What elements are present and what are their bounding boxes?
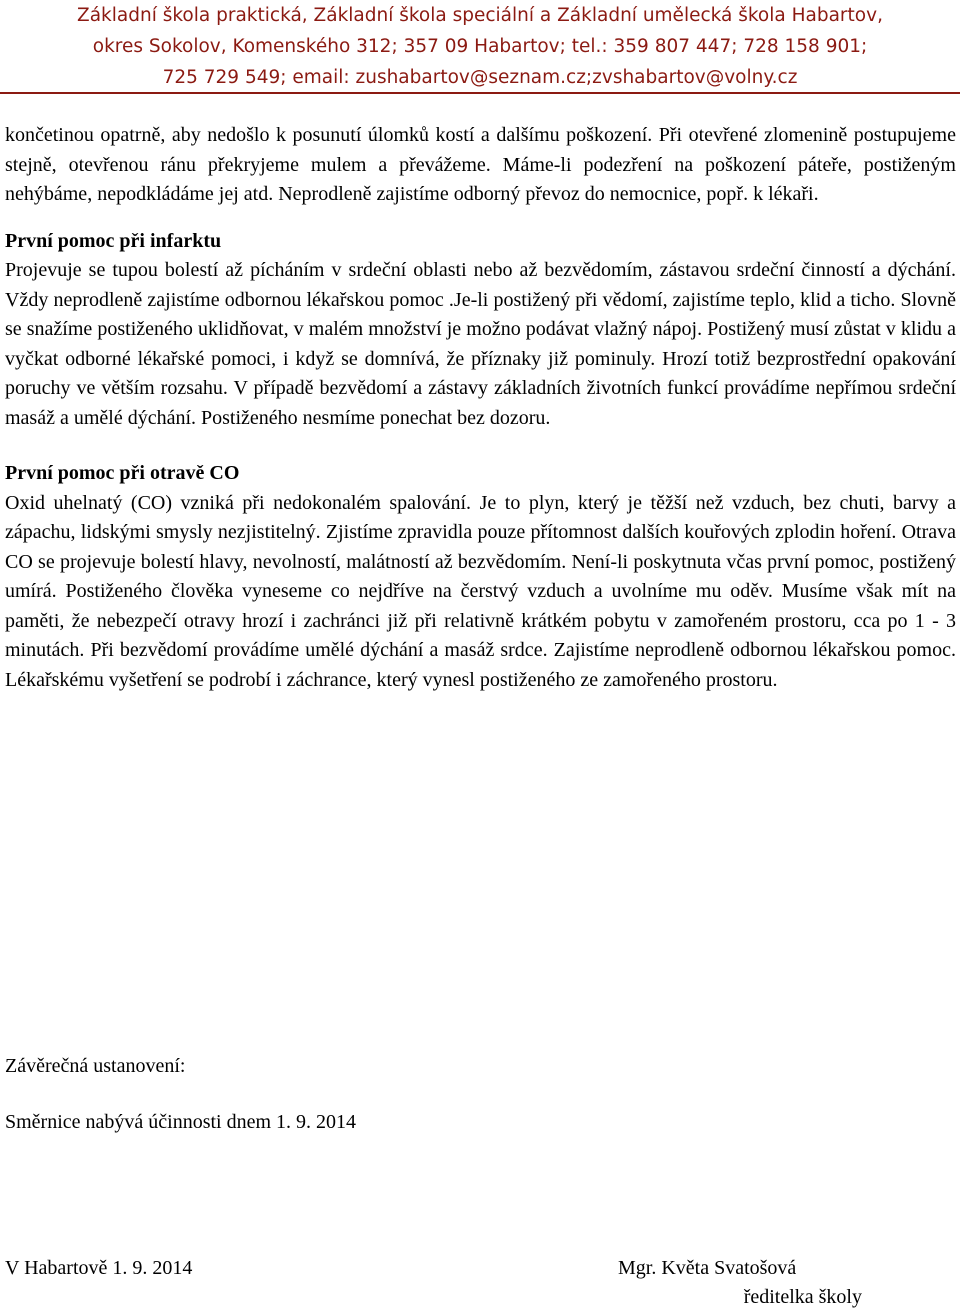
spacer (5, 433, 956, 459)
signatory-name: Mgr. Květa Svatošová (618, 1257, 797, 1279)
letterhead-line-address: okres Sokolov, Komenského 312; 357 09 Habartov; tel.: 359 807 447; 728 158 901; (92, 36, 868, 57)
infarct-heading: První pomoc při infarktu (5, 229, 222, 252)
spacer (5, 210, 956, 227)
infarct-paragraph: Projevuje se tupou bolestí až pícháním v srdeční oblasti nebo až bezvědomím, zástavou srdeční činností a dýchání. Vždy neprodleně zajistíme odbornou lékařskou pomoc .Je-li postižený při vědomí, zajistíme teplo, klid a ticho. Slovně se snažíme postiženého uklidňovat, v malém množství je možno podávat vlažný nápoj. Postižený musí zůstat v klidu a vyčkat odborné lékařské pomoci, i když se domnívá, že příznaky již pominuly. Hrozí totiž bezprostřední opakování poruchy ve větším rozsahu. V případě bezvědomí a zástavy základních životních funkcí provádíme nepřímou srdeční masáž a umělé dýchání. Postiženého nesmíme ponechat bez dozoru. (5, 259, 956, 429)
letterhead-divider (0, 92, 960, 94)
signature-block (618, 1254, 862, 1312)
document-body (5, 121, 956, 695)
letterhead (0, 0, 960, 94)
signatory-role: ředitelka školy (743, 1286, 862, 1308)
effective-date-note: Směrnice nabývá účinnosti dnem 1. 9. 2014 (5, 1111, 357, 1133)
fracture-continuation-paragraph: končetinou opatrně, aby nedošlo k posunutí úlomků kostí a dalšímu poškození. Při otevřené zlomenině postupujeme stejně, otevřenou ránu překryjeme mulem a převážeme. Máme-li podezření na poškození páteře, postiženým nehýbáme, nepodkládáme jej atd. Neprodleně zajistíme odborný převoz do nemocnice, popř. k lékaři. (5, 124, 956, 205)
co-poisoning-heading: První pomoc při otravě CO (5, 462, 240, 484)
closing-provisions-label: Závěrečná ustanovení: (5, 1055, 186, 1077)
letterhead-line-contact: 725 729 549; email: zushabartov@seznam.cz;zvshabartov@volny.cz (162, 67, 798, 88)
place-and-date: V Habartově 1. 9. 2014 (5, 1257, 193, 1279)
letterhead-line-school: Základní škola praktická, Základní škola speciální a Základní umělecká škola Habartov, (77, 5, 883, 26)
co-poisoning-paragraph: Oxid uhelnatý (CO) vzniká při nedokonalém spalování. Je to plyn, který je těžší než vzduch, bez chuti, barvy a zápachu, lidskými smysly nezjistitelný. Zjistíme zpravidla pouze přítomnost dalších kouřových zplodin hoření. Otrava CO se projevuje bolestí hlavy, nevolností, malátností až bezvědomím. Není-li poskytnuta včas první pomoc, postižený umírá. Postiženého člověka vyneseme co nejdříve na čerstvý vzduch a uvolníme mu oděv. Musíme však mít na paměti, že nebezpečí otravy hrozí i zachránci již při relativně krátkém pobytu v zamořeném prostoru, cca po 1 - 3 minutách. Při bezvědomí provádíme umělé dýchání a masáž srdce. Zajistíme neprodleně odbornou lékařskou pomoc. Lékařskému vyšetření se podrobí i záchrance, který vynesl postiženého ze zamořeného prostoru. (5, 491, 956, 691)
